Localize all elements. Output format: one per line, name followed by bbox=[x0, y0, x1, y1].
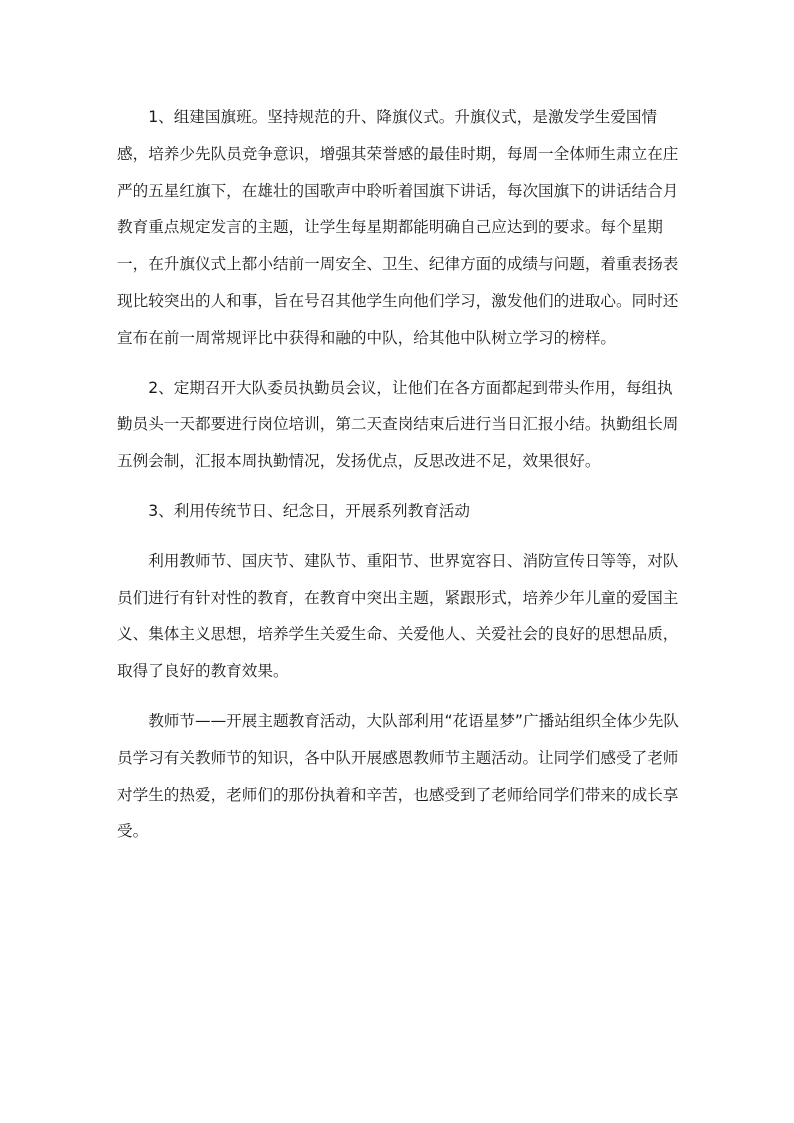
paragraph-duty-meeting: 2、定期召开大队委员执勤员会议，让他们在各方面都起到带头作用，每组执勤员头一天都要进行岗位培训，第二天查岗结束后进行当日汇报小结。执勤组长周五例会制，汇报本周执勤情况，发扬优点，反思改进不足，效果很好。 bbox=[117, 378, 679, 471]
paragraph-festival-education: 利用教师节、国庆节、建队节、重阳节、世界宽容日、消防宣传日等等，对队员们进行有针对性的教育，在教育中突出主题，紧跟形式，培养少年儿童的爱国主义、集体主义思想，培养学生关爱生命、关爱他人、关爱社会的良好的思想品质，取得了良好的教育效果。 bbox=[117, 551, 679, 681]
paragraph-teachers-day: 教师节——开展主题教育活动，大队部利用“花语星梦”广播站组织全体少先队员学习有关教师节的知识，各中队开展感恩教师节主题活动。让同学们感受了老师对学生的热爱，老师们的那份执着和辛苦，也感受到了老师给同学们带来的成长享受。 bbox=[117, 711, 679, 841]
paragraph-festival-heading: 3、利用传统节日、纪念日，开展系列教育活动 bbox=[148, 501, 470, 520]
document-body bbox=[117, 99, 680, 863]
paragraph-flag-ceremony: 1、组建国旗班。坚持规范的升、降旗仪式。升旗仪式，是激发学生爱国情感，培养少先队员竞争意识，增强其荣誉感的最佳时期，每周一全体师生肃立在庄严的五星红旗下，在雄壮的国歌声中聆听着国旗下讲话，每次国旗下的讲话结合月教育重点规定发言的主题，让学生每星期都能明确自己应达到的要求。每个星期一，在升旗仪式上都小结前一周安全、卫生、纪律方面的成绩与问题，着重表扬表现比较突出的人和事，旨在号召其他学生向他们学习，激发他们的进取心。同时还宣布在前一周常规评比中获得和融的中队，给其他中队树立学习的榜样。 bbox=[117, 108, 679, 347]
